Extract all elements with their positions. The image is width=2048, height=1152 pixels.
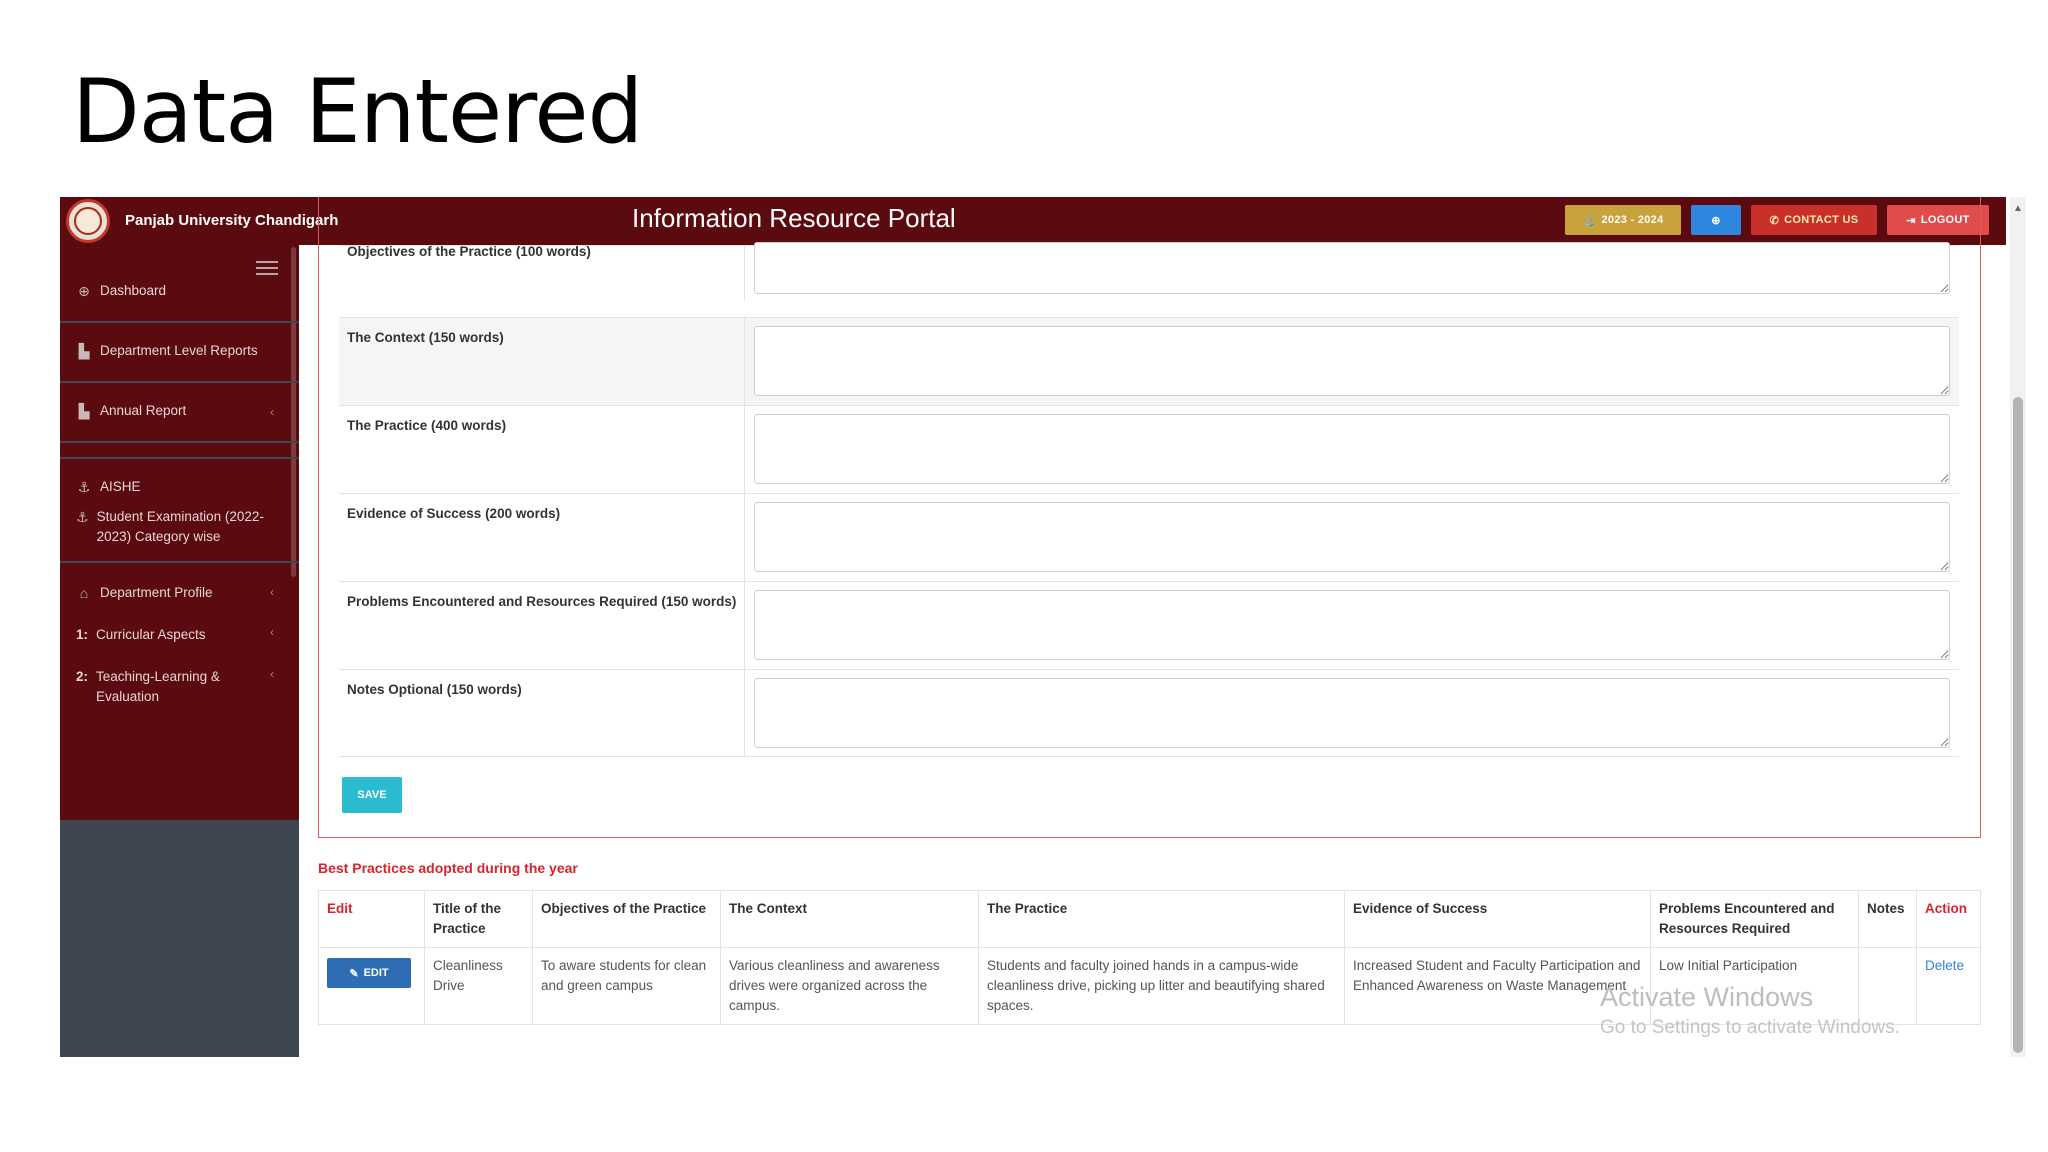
column-header-problems: Problems Encountered and Resources Required [1651, 891, 1859, 948]
sidebar-item-prefix: 1: [76, 627, 89, 642]
sidebar-item-label: Dashboard [100, 283, 167, 298]
cell-practice: Students and faculty joined hands in a campus-wide cleanliness drive, picking up litter and beautifying shared spaces. [979, 948, 1345, 1025]
cell-title: Cleanliness Drive [425, 948, 533, 1025]
university-logo [66, 199, 110, 243]
sidebar-item-teaching-learning[interactable] [76, 667, 256, 707]
sidebar-scrollbar[interactable] [291, 247, 296, 577]
sidebar-item-department-profile[interactable] [76, 583, 213, 603]
home-icon: ⌂ [79, 585, 89, 601]
sidebar-item-label: AISHE [100, 479, 141, 494]
sidebar-divider [60, 561, 299, 563]
field-label: Objectives of the Practice (100 words) [347, 244, 591, 259]
contact-us-label: CONTACT US [1784, 214, 1859, 226]
column-header-evidence: Evidence of Success [1345, 891, 1651, 948]
activate-windows-subtext: Go to Settings to activate Windows. [1600, 1017, 1900, 1038]
form-row-context [339, 317, 1959, 405]
sidebar [60, 245, 299, 1057]
sidebar-menu [60, 245, 299, 820]
sidebar-item-dashboard[interactable] [76, 281, 166, 301]
logout-label: LOGOUT [1920, 214, 1970, 226]
phone-icon: ✆ [1769, 214, 1780, 227]
edit-cell [319, 948, 425, 1025]
anchor-icon: ⚓ [77, 479, 91, 495]
context-textarea[interactable] [754, 326, 1950, 396]
sidebar-item-prefix: 2: [76, 669, 89, 684]
form-row-problems [339, 581, 1959, 669]
sidebar-item-label: Department Profile [100, 585, 213, 600]
edit-label: EDIT [363, 967, 389, 979]
sidebar-item-annual-report[interactable] [76, 401, 186, 421]
practice-textarea[interactable] [754, 414, 1950, 484]
evidence-textarea[interactable] [754, 502, 1950, 572]
objectives-textarea[interactable] [754, 242, 1950, 294]
column-header-practice: The Practice [979, 891, 1345, 948]
sidebar-item-label: Curricular Aspects [96, 627, 206, 642]
activate-windows-watermark: Activate Windows [1600, 982, 1814, 1012]
portal-title: Information Resource Portal [632, 203, 956, 233]
brand-name: Panjab University Chandigarh [125, 212, 339, 229]
pencil-icon: ✎ [349, 967, 359, 980]
sidebar-item-label: Annual Report [100, 403, 187, 418]
sidebar-item-aishe[interactable] [76, 477, 141, 497]
column-header-title: Title of the Practice [425, 891, 533, 948]
sidebar-item-label: Student Examination (2022-2023) Category wise [96, 509, 264, 544]
save-button[interactable]: SAVE [342, 777, 402, 813]
chevron-left-icon: ‹ [270, 625, 274, 639]
action-cell [1917, 948, 1981, 1025]
column-header-objectives: Objectives of the Practice [533, 891, 721, 948]
cell-problems: Low Initial Participation [1651, 948, 1859, 1025]
best-practices-title: Best Practices adopted during the year [318, 860, 578, 876]
table-header-row [319, 891, 1981, 948]
form-row-evidence [339, 493, 1959, 581]
column-header-action: Action [1917, 891, 1981, 948]
form-row-practice [339, 405, 1959, 493]
column-header-context: The Context [721, 891, 979, 948]
sidebar-item-label: Teaching-Learning & Evaluation [96, 669, 220, 704]
cell-context: Various cleanliness and awareness drives were organized across the campus. [721, 948, 979, 1025]
field-label: Problems Encountered and Resources Required (150 words) [347, 594, 737, 609]
bar-chart-icon: ▙ [78, 403, 90, 419]
sidebar-divider [60, 457, 299, 459]
problems-textarea[interactable] [754, 590, 1950, 660]
field-label: Evidence of Success (200 words) [347, 506, 561, 521]
column-header-edit: Edit [319, 891, 425, 948]
hamburger-icon[interactable] [256, 261, 278, 275]
sidebar-item-student-examination[interactable] [76, 507, 276, 547]
delete-link[interactable]: Delete [1925, 958, 1965, 973]
academic-year-label: 2023 - 2024 [1601, 214, 1664, 226]
cell-evidence: Increased Student and Faculty Participation and Enhanced Awareness on Waste Management [1345, 948, 1651, 1025]
notes-textarea[interactable] [754, 678, 1950, 748]
anchor-icon: ⚓ [76, 509, 89, 525]
edit-button[interactable] [327, 958, 411, 988]
field-label: Notes Optional (150 words) [347, 682, 522, 697]
chevron-left-icon: ‹ [270, 585, 274, 599]
logout-icon: ⇥ [1906, 214, 1916, 227]
form-row-objectives [339, 245, 1959, 301]
globe-icon: ⊕ [78, 283, 90, 299]
slide-title: Data Entered [72, 60, 643, 163]
chevron-left-icon: ‹ [270, 667, 274, 681]
anchor-icon: ⚓ [1582, 214, 1597, 227]
chevron-left-icon: ‹ [270, 405, 274, 419]
sidebar-divider [60, 441, 299, 443]
scroll-up-icon[interactable]: ▲ [2013, 203, 2023, 214]
scrollbar-thumb[interactable] [2013, 397, 2023, 1053]
globe-icon: ⊕ [1711, 214, 1721, 227]
field-label: The Context (150 words) [347, 330, 504, 345]
sidebar-divider [60, 381, 299, 383]
app-screen [60, 197, 2026, 1057]
page-scrollbar[interactable] [2010, 197, 2026, 1057]
best-practice-form [318, 197, 1981, 838]
cell-objectives: To aware students for clean and green campus [533, 948, 721, 1025]
column-header-notes: Notes [1859, 891, 1917, 948]
form-row-notes [339, 669, 1959, 757]
sidebar-item-label: Department Level Reports [100, 343, 258, 358]
field-label: The Practice (400 words) [347, 418, 507, 433]
bar-chart-icon: ▙ [78, 343, 90, 359]
sidebar-item-department-level-reports[interactable] [76, 341, 258, 361]
sidebar-divider [60, 321, 299, 323]
cell-notes [1859, 948, 1917, 1025]
sidebar-item-curricular-aspects[interactable] [76, 625, 206, 645]
